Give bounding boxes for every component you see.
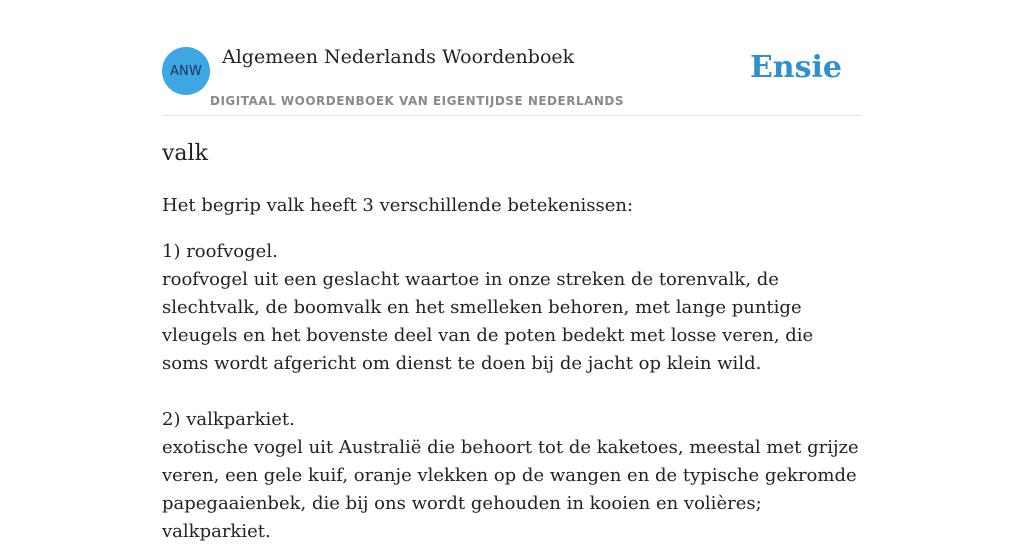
logo-text: ANW — [169, 63, 203, 79]
ensie-brand-link[interactable]: Ensie — [749, 50, 842, 85]
meaning-heading: 2) valkparkiet. — [162, 409, 295, 430]
page-title: valk — [162, 141, 208, 166]
meaning-heading: 1) roofvogel. — [162, 241, 278, 262]
main-content — [162, 138, 862, 546]
anw-logo[interactable] — [162, 47, 210, 95]
site-header — [162, 44, 862, 116]
site-subtitle: DIGITAAL WOORDENBOEK VAN EIGENTIJDSE NEDERLANDS — [210, 94, 625, 108]
intro-text: Het begrip valk heeft 3 verschillende betekenissen: — [162, 195, 634, 216]
site-title[interactable]: Algemeen Nederlands Woordenboek — [222, 46, 575, 68]
meaning-item — [162, 406, 862, 546]
meaning-definition: roofvogel uit een geslacht waartoe in onze streken de torenvalk, de slechtvalk, de boomvalk en het smelleken behoren, met lange puntige vleugels en het bovenste deel van de poten bedekt met losse veren, die soms wordt afgericht om dienst te doen bij de jacht op klein wild. — [162, 269, 814, 374]
meaning-item — [162, 238, 862, 378]
meaning-definition: exotische vogel uit Australië die behoort tot de kaketoes, meestal met grijze veren, een gele kuif, oranje vlekken op de wangen en de typische gekromde papegaaienbek, die bij ons wordt gehouden in kooien en volières; valkparkiet. — [162, 437, 859, 542]
